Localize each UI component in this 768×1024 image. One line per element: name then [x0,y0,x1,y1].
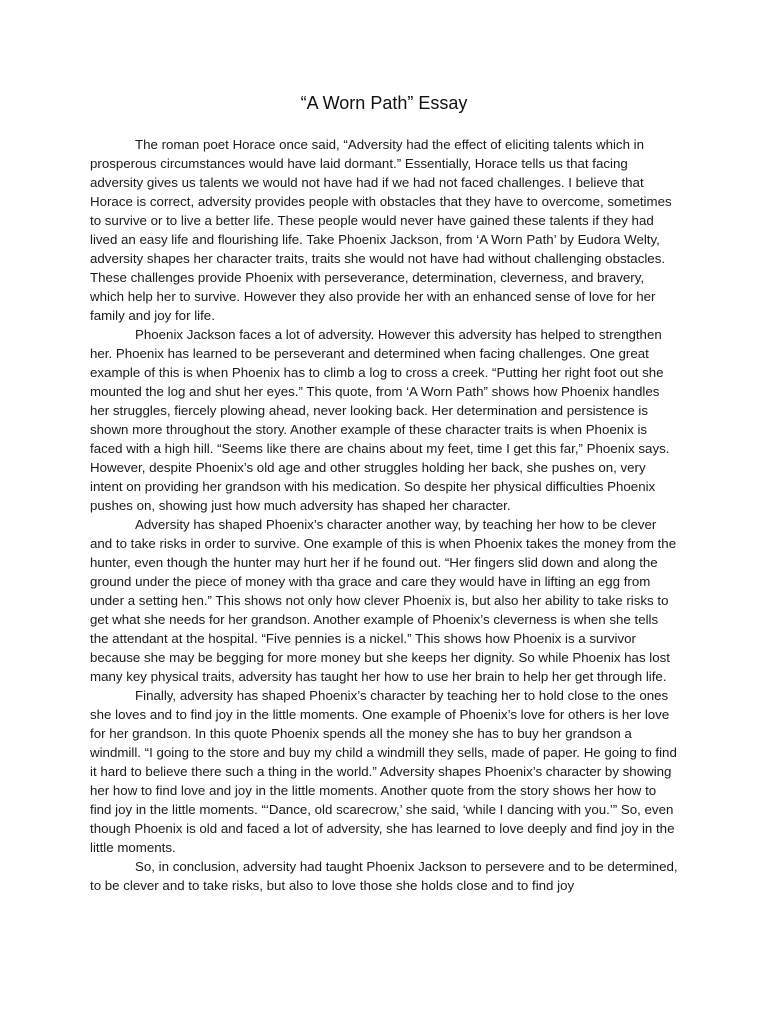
essay-body [90,135,680,895]
paragraph-2: Phoenix Jackson faces a lot of adversity. However this adversity has helped to strengthen her. Phoenix has learned to be perseverant and determined when facing challenges. One great example of this is when Phoenix has to climb a log to cross a creek. “Putting her right foot out she mounted the log and shut her eyes.” This quote, from ‘A Worn Path” shows how Phoenix handles her struggles, fiercely plowing ahead, never looking back. Her determination and persistence is shown more throughout the story. Another example of these character traits is when Phoenix is faced with a high hill. “Seems like there are chains about my feet, time I get this far,” Phoenix says. However, despite Phoenix’s old age and other struggles holding her back, she pushes on, very intent on providing her grandson with his medication. So despite her physical difficulties Phoenix pushes on, showing just how much adversity has shaped her character. [90,327,670,513]
essay-title: “A Worn Path” Essay [300,93,468,113]
paragraph-5: So, in conclusion, adversity had taught Phoenix Jackson to persevere and to be determined, to be clever and to take risks, but also to love those she holds close and to find joy [90,859,678,893]
paragraph-1: The roman poet Horace once said, “Adversity had the effect of eliciting talents which in prosperous circumstances would have laid dormant.” Essentially, Horace tells us that facing adversity gives us talents we would not have had if we had not faced challenges. I believe that Horace is correct, adversity provides people with obstacles that they have to overcome, sometimes to survive or to live a better life. These people would never have gained these talents if they had lived an easy life and flourishing life. Take Phoenix Jackson, from ‘A Worn Path’ by Eudora Welty, adversity shapes her character traits, traits she would not have had without challenging obstacles. These challenges provide Phoenix with perseverance, determination, cleverness, and bravery, which help her to survive. However they also provide her with an enhanced sense of love for her family and joy for life. [90,137,672,323]
paragraph-3: Adversity has shaped Phoenix’s character another way, by teaching her how to be clever and to take risks in order to survive. One example of this is when Phoenix takes the money from the hunter, even though the hunter may hurt her if he found out. “Her fingers slid down and along the ground under the piece of money with tha grace and care they would have in lifting an egg from under a setting hen.” This shows not only how clever Phoenix is, but also her ability to take risks to get what she needs for her grandson. Another example of Phoenix’s cleverness is when she tells the attendant at the hospital. “Five pennies is a nickel.” This shows how Phoenix is a survivor because she may be begging for more money but she keeps her dignity. So while Phoenix has lost many key physical traits, adversity has taught her how to use her brain to help her get through life. [90,517,677,684]
paragraph-4: Finally, adversity has shaped Phoenix’s character by teaching her to hold close to the ones she loves and to find joy in the little moments. One example of Phoenix’s love for others is her love for her grandson. In this quote Phoenix spends all the money she has to buy her grandson a windmill. “I going to the store and buy my child a windmill they sells, made of paper. He going to find it hard to believe there such a thing in the world.” Adversity shapes Phoenix’s character by showing her how to find love and joy in the little moments. Another quote from the story shows her how to find joy in the little moments. “‘Dance, old scarecrow,’ she said, ‘while I dancing with you.’” So, even though Phoenix is old and faced a lot of adversity, she has learned to love deeply and find joy in the little moments. [90,688,677,855]
